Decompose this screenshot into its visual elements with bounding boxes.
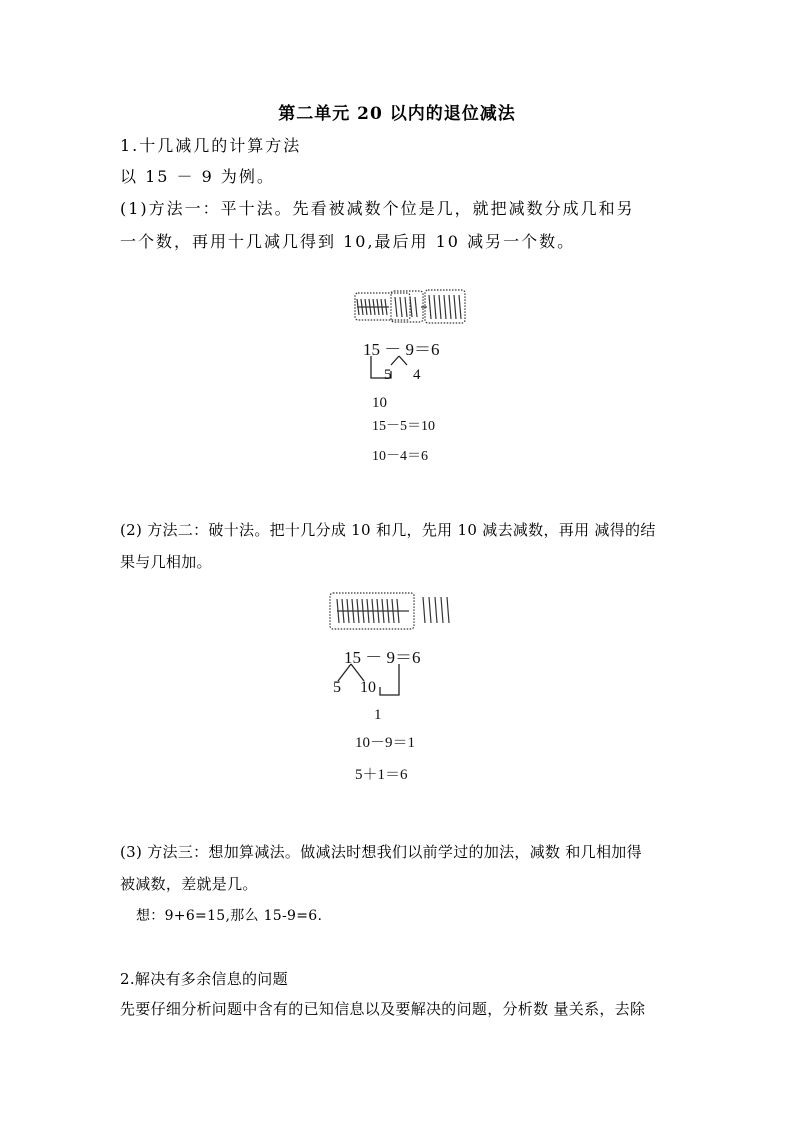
fig1-split-right: 4 bbox=[413, 367, 421, 383]
figure-method1 bbox=[345, 285, 475, 470]
fig1-split-left: 5 bbox=[384, 367, 392, 383]
page-title: 第二单元 20 以内的退位减法 bbox=[278, 104, 516, 124]
example-line: 以 15 － 9 为例。 bbox=[120, 167, 275, 186]
fig1-result-ten: 10 bbox=[372, 395, 387, 411]
fig1-split-lines bbox=[345, 353, 475, 413]
fig2-split-lines bbox=[327, 661, 467, 731]
method1-line1: (1)方法一：平十法。先看被减数个位是几，就把减数分成几和另 bbox=[120, 199, 635, 218]
fig2-split-right: 10 bbox=[360, 679, 376, 696]
method2-line2: 果与几相加。 bbox=[120, 553, 212, 571]
section1-heading: 1.十几减几的计算方法 bbox=[120, 136, 302, 155]
fig1-step1: 15－5＝10 bbox=[372, 419, 435, 434]
method3-line2: 被减数，差就是几。 bbox=[120, 875, 258, 893]
fig1-step2: 10－4＝6 bbox=[372, 449, 428, 464]
figure-method2 bbox=[327, 589, 467, 789]
fig2-equation: 15 － 9＝6 bbox=[344, 648, 421, 667]
method3-line1: (3) 方法三：想加算减法。做减法时想我们以前学过的加法，减数 和几相加得 bbox=[120, 843, 642, 861]
fig2-step1: 10－9＝1 bbox=[355, 735, 416, 751]
fig2-step2: 5＋1＝6 bbox=[355, 767, 408, 783]
fig2-result-one: 1 bbox=[374, 707, 382, 723]
section2-line1: 先要仔细分析问题中含有的已知信息以及要解决的问题，分析数 量关系，去除 bbox=[120, 1000, 646, 1018]
fig1-equation: 15 － 9＝6 bbox=[363, 340, 440, 359]
method2-line1: (2) 方法二：破十法。把十几分成 10 和几，先用 10 减去减数，再用 减得的结 bbox=[120, 521, 656, 539]
sticks-illustration-1 bbox=[345, 285, 475, 331]
sticks-illustration-2 bbox=[327, 589, 467, 635]
method1-line2: 一个数，再用十几减几得到 10,最后用 10 减另一个数。 bbox=[120, 232, 576, 251]
fig2-split-left: 5 bbox=[333, 679, 341, 696]
method3-example: 想：9+6=15,那么 15-9=6. bbox=[136, 908, 323, 924]
section2-heading: 2.解决有多余信息的问题 bbox=[120, 970, 288, 988]
